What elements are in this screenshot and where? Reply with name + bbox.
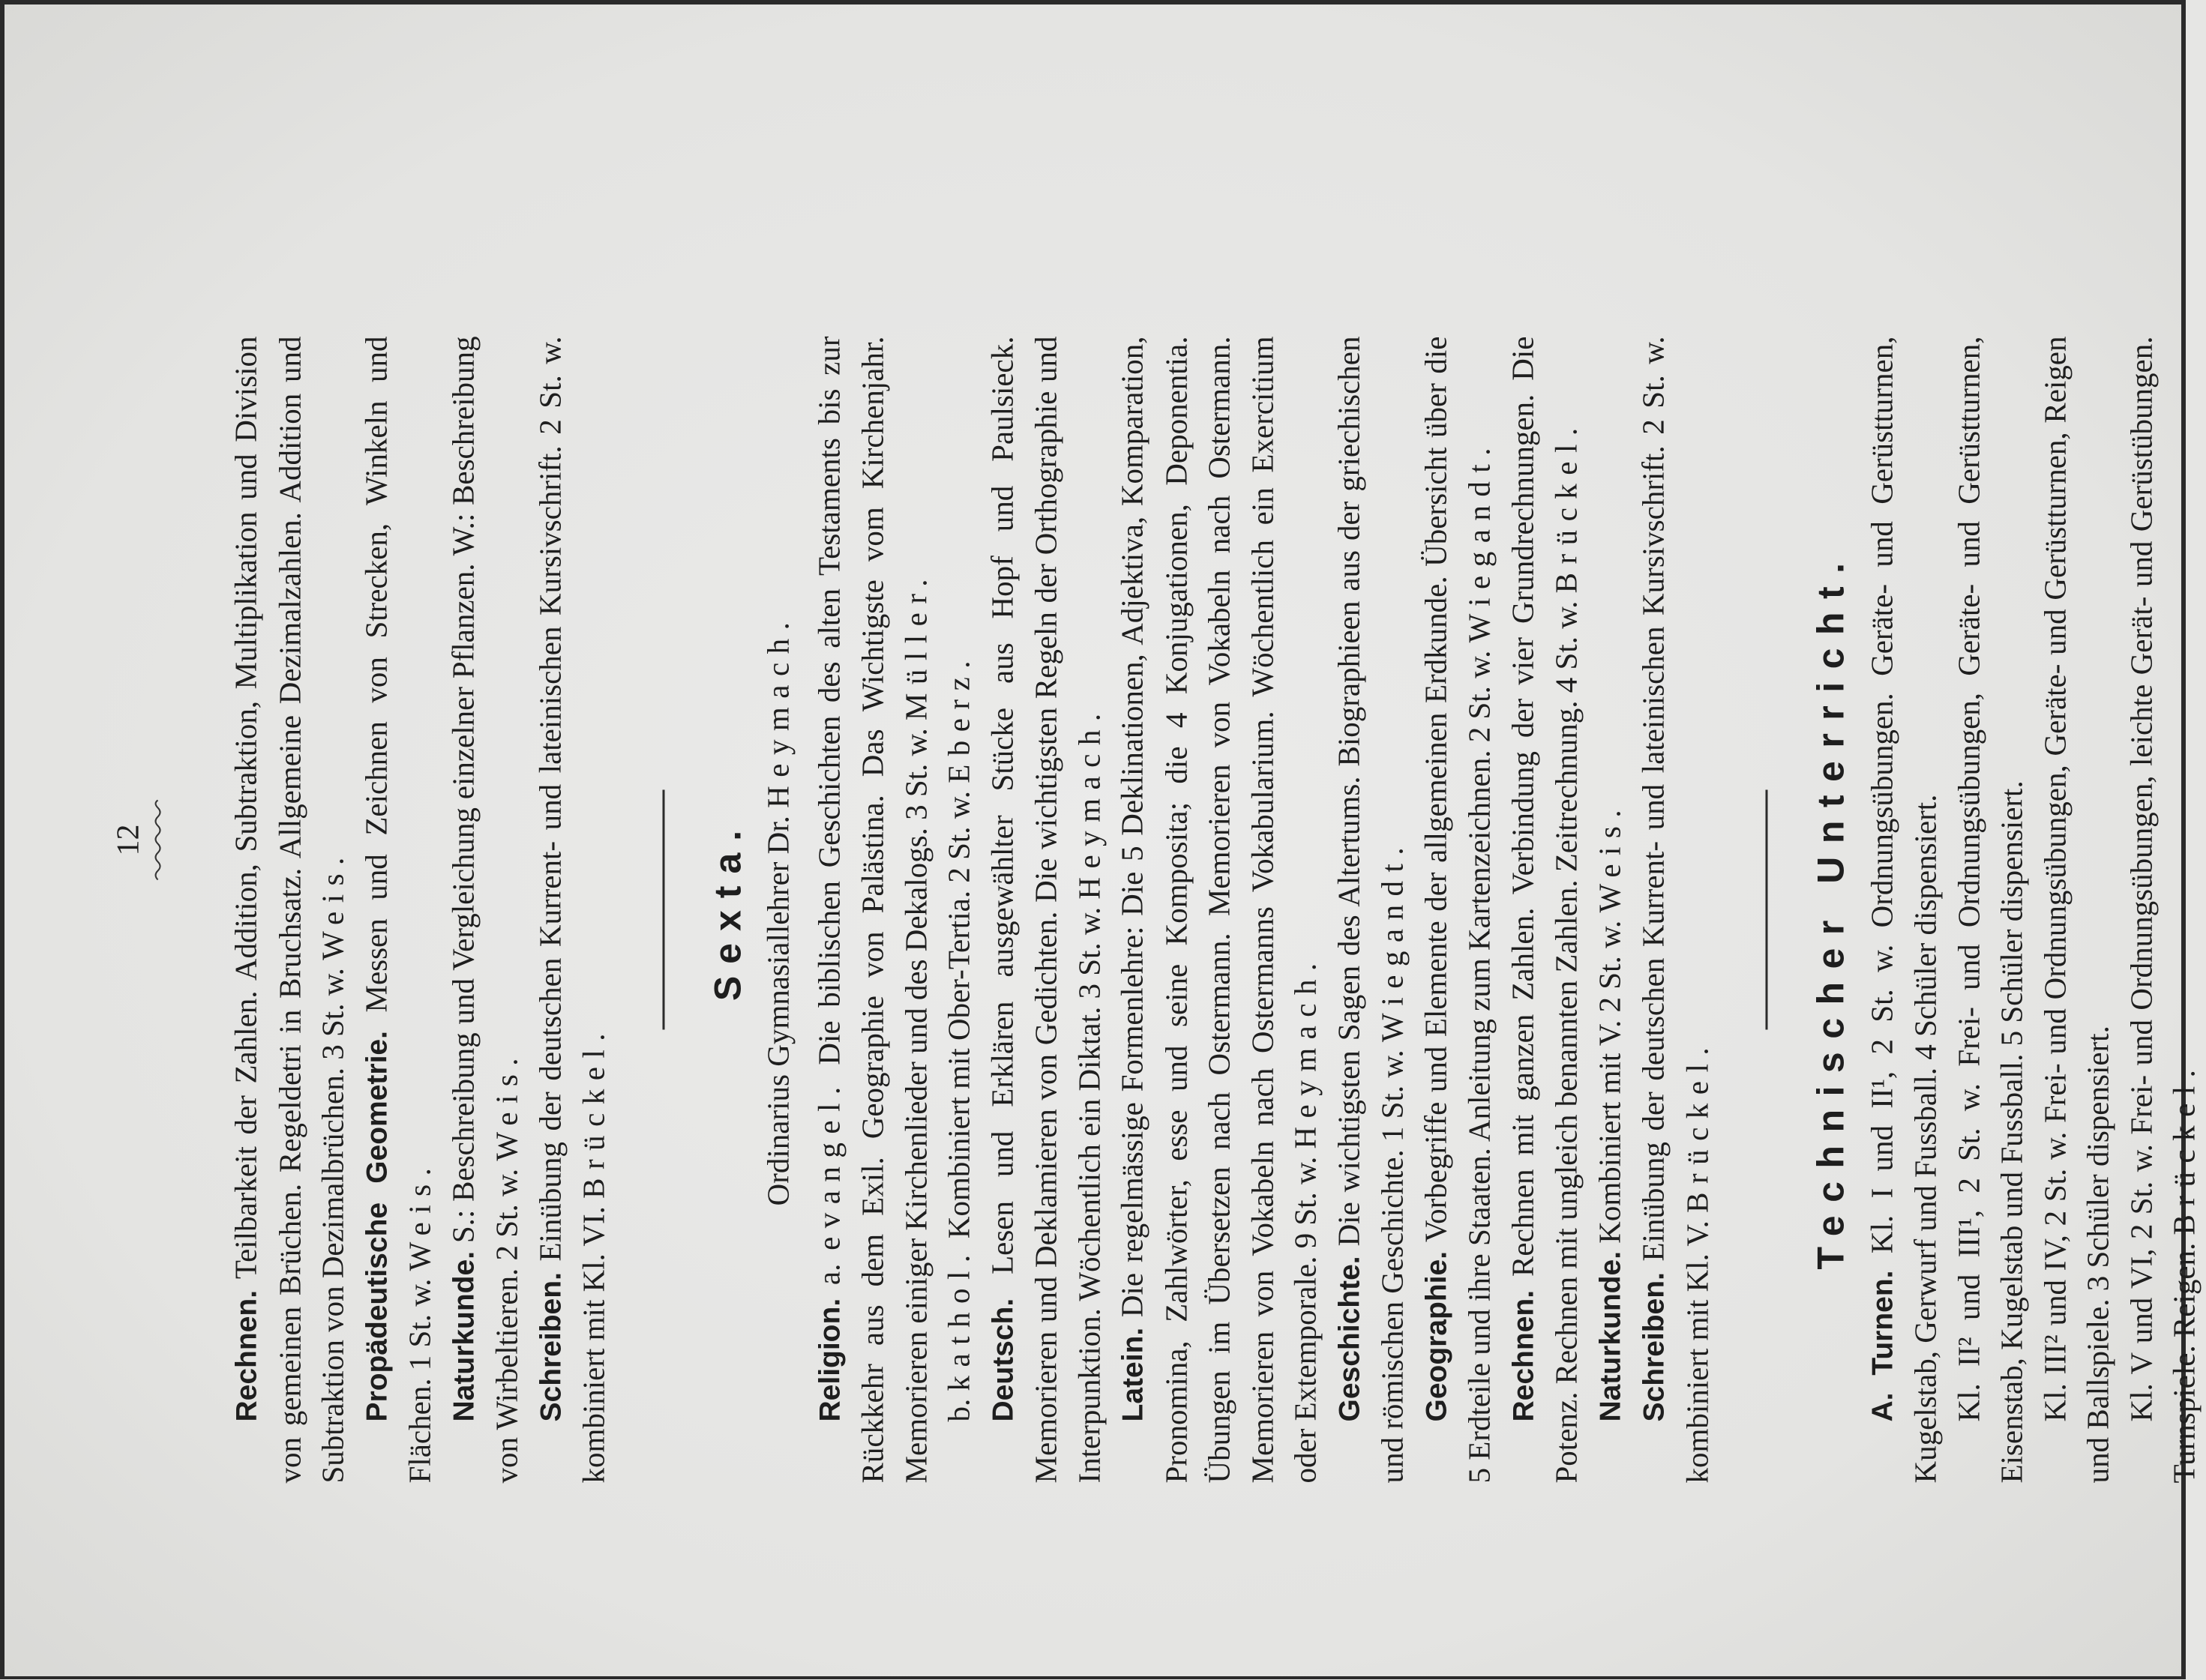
spaced-name: Heymach.: [1072, 705, 1106, 899]
paragraph-text: Kombiniert mit V. 2 St. w.: [1592, 913, 1626, 1251]
spaced-name: Heymach.: [1288, 954, 1323, 1148]
paragraph-text: Einübung der deutschen Kurrent- und lateinischen Kursivschrift. 2 St. w. kombiniert mit Kl. V.: [1636, 337, 1715, 1484]
subject-heading: Geographie.: [1420, 1251, 1452, 1422]
spaced-name: evangel.: [811, 1078, 846, 1250]
teacher-name: Weis.: [490, 1050, 524, 1161]
paragraph: [442, 337, 529, 1484]
paragraph-text: Die wichtigsten Sagen des Altertums. Biographieen aus der griechischen und römischen Geschichte. 1 St. w.: [1331, 337, 1410, 1484]
subject-heading: Schreiben.: [535, 1272, 567, 1421]
teacher-name: Brückel.: [577, 1025, 611, 1199]
paragraph-text: Kl. III² und IV, 2 St. w. Frei- und Ordnungsübungen, Geräte- und Gerüstturnen, Reigen und Ballspiele. 3 Schüler dispensiert.: [2037, 337, 2115, 1484]
technischer-section: [1860, 337, 2206, 1484]
page-number-ornament: [153, 799, 163, 882]
paragraph: [808, 337, 938, 1484]
spaced-name: Brückel.: [1680, 1039, 1714, 1213]
paragraph: [2120, 337, 2206, 1484]
teacher-name: Weis.: [403, 1160, 437, 1271]
paragraph: [1860, 337, 1947, 1484]
paragraph: [355, 337, 442, 1484]
page-number: 12: [111, 1, 147, 1680]
subject-heading: Rechnen.: [231, 1290, 263, 1422]
subject-heading: Geschichte.: [1333, 1256, 1365, 1421]
paragraph-text: Die regelmässige Formenlehre: Die 5 Deklinationen, Adjektiva, Komparation, Pronomina, Zahlwörter, esse und seine Komposita; die 4 Konjugationen, Deponentia. Übungen im Übersetzen nach Ostermann. Memorieren von Vokabeln nach Ostermann. Memorieren von Vokabeln nach Ostermanns Vokabularium. Wöchentlich ein Exercitium oder Extemporale. 9 St. w.: [1115, 337, 1323, 1484]
teacher-name: Brückel.: [2167, 1062, 2202, 1235]
paragraph-text: Vorbegriffe und Elemente der allgemeinen Erdkunde. Übersicht über die 5 Erdteile und ihre Staaten. Anleitung zum Kartenzeichnen. 2 St. w.: [1418, 337, 1497, 1484]
spaced-name: Wiegandt.: [1462, 439, 1497, 642]
subject-heading: Naturkunde.: [448, 1251, 480, 1422]
paragraph: [1327, 337, 1414, 1484]
spaced-name: Brückel.: [1549, 419, 1584, 593]
paragraph-text: Lesen und Erklären ausgewählter Stücke aus Hopf und Paulsieck. Memorieren und Deklamieren von Gedichten. Die wichtigsten Regeln der Orthographie und Interpunktion. Wöchentlich ein Diktat. 3 St. w.: [985, 337, 1106, 1484]
teacher-name: Weis.: [316, 849, 350, 960]
paragraph-text: a.: [811, 1250, 846, 1298]
rotated-page: [0, 1, 2186, 1680]
page-body: [225, 337, 2206, 1484]
subject-heading: Deutsch.: [987, 1298, 1019, 1422]
paragraph-text: Teilbarkeit der Zahlen. Addition, Subtraktion, Multiplikation und Division von gemeinen Brüchen. Regeldetri in Bruchsatz. Allgemeine Dezimalzahlen. Addition und Subtraktion von Dezimalbrüchen. 3 St. w.: [229, 337, 350, 1484]
quinta-section: [225, 337, 616, 1484]
paragraph: [225, 337, 355, 1484]
paragraph: [1501, 337, 1588, 1484]
paragraph-text: b.: [942, 1391, 976, 1422]
ordinarius-prefix: Ordinarius Gymnasiallehrer Dr.: [761, 808, 796, 1206]
subject-heading: A. Turnen.: [1866, 1270, 1899, 1421]
paragraph: [1632, 337, 1719, 1484]
paragraph-text: Einübung der deutschen Kurrent- und lateinischen Kursivschrift. 2 St. w. kombiniert mit Kl. VI.: [532, 337, 611, 1484]
subject-heading: Rechnen.: [1507, 1290, 1539, 1422]
paragraph-text: Kl. V und VI, 2 St. w. Frei- und Ordnungsübungen, leichte Gerät- und Gerüstübungen. Turnspiele. Reigen.: [2124, 337, 2202, 1484]
subject-heading: Religion.: [814, 1298, 846, 1422]
section-divider: [1766, 790, 1768, 1030]
paragraph-text: Kl. II² und III¹, 2 St. w. Frei- und Ordnungsübungen, Geräte- und Gerüstturnen, Eisenstab, Kugelstab und Fussball. 5 Schüler dispensiert.: [1951, 337, 2029, 1484]
paragraph: [938, 337, 982, 1484]
paragraph-text: Kombiniert mit Ober-Tertia. 2 St. w.: [942, 783, 976, 1247]
spaced-name: Weis.: [1592, 801, 1626, 913]
paragraph-text: Rechnen mit ganzen Zahlen. Verbindung der vier Grundrechnungen. Die Potenz. Rechnen mit ungleich benannten Zahlen. Zeitrechnung. 4 St. w.: [1505, 337, 1584, 1484]
paragraph: [1947, 337, 2034, 1484]
paragraph: [1111, 337, 1328, 1484]
paragraph: [529, 337, 616, 1484]
paragraph-text: Messen und Zeichnen von Strecken, Winkeln und Flächen. 1 St. w.: [358, 336, 437, 1483]
spaced-name: kathol.: [942, 1246, 976, 1391]
subject-heading: Latein.: [1117, 1328, 1149, 1422]
technischer-title: Technischer Unterricht.: [1810, 337, 1854, 1484]
subject-heading: Propädeutische Geometrie.: [361, 1031, 393, 1421]
paragraph-text: Die biblischen Geschichten des alten Testaments bis zur Rückkehr aus dem Exil. Geographie von Palästina. Das Wichtigste vom Kirchenjahr. Memorieren einiger Kirchenlieder und des Dekalogs. 3 St. w.: [811, 337, 933, 1484]
spaced-name: Müller.: [898, 570, 933, 720]
section-divider: [662, 790, 664, 1030]
subject-heading: Schreiben.: [1638, 1272, 1671, 1421]
ordinarius-name: Heymach.: [761, 614, 796, 808]
paragraph: [1588, 337, 1632, 1484]
sexta-ordinarius: [757, 337, 801, 1484]
paragraph-text: Kl. I und II¹, 2 St. w. Ordnungsübungen. Geräte- und Gerüstturnen, Kugelstab, Gerwurf und Fussball. 4 Schüler dispensiert.: [1864, 337, 1943, 1484]
paragraph: [1414, 337, 1501, 1484]
paragraph: [2034, 337, 2120, 1484]
sexta-title: Sexta.: [706, 337, 750, 1484]
spaced-name: Wiegandt.: [1375, 839, 1410, 1042]
paragraph-text: S.: Beschreibung und Vergleichung einzelner Pflanzen. W.: Beschreibung von Wirbeltieren. 2 St. w.: [445, 337, 524, 1484]
spaced-name: Eberz.: [942, 652, 976, 783]
sexta-section: [808, 337, 1719, 1484]
subject-heading: Naturkunde.: [1594, 1251, 1626, 1422]
paragraph: [981, 337, 1111, 1484]
